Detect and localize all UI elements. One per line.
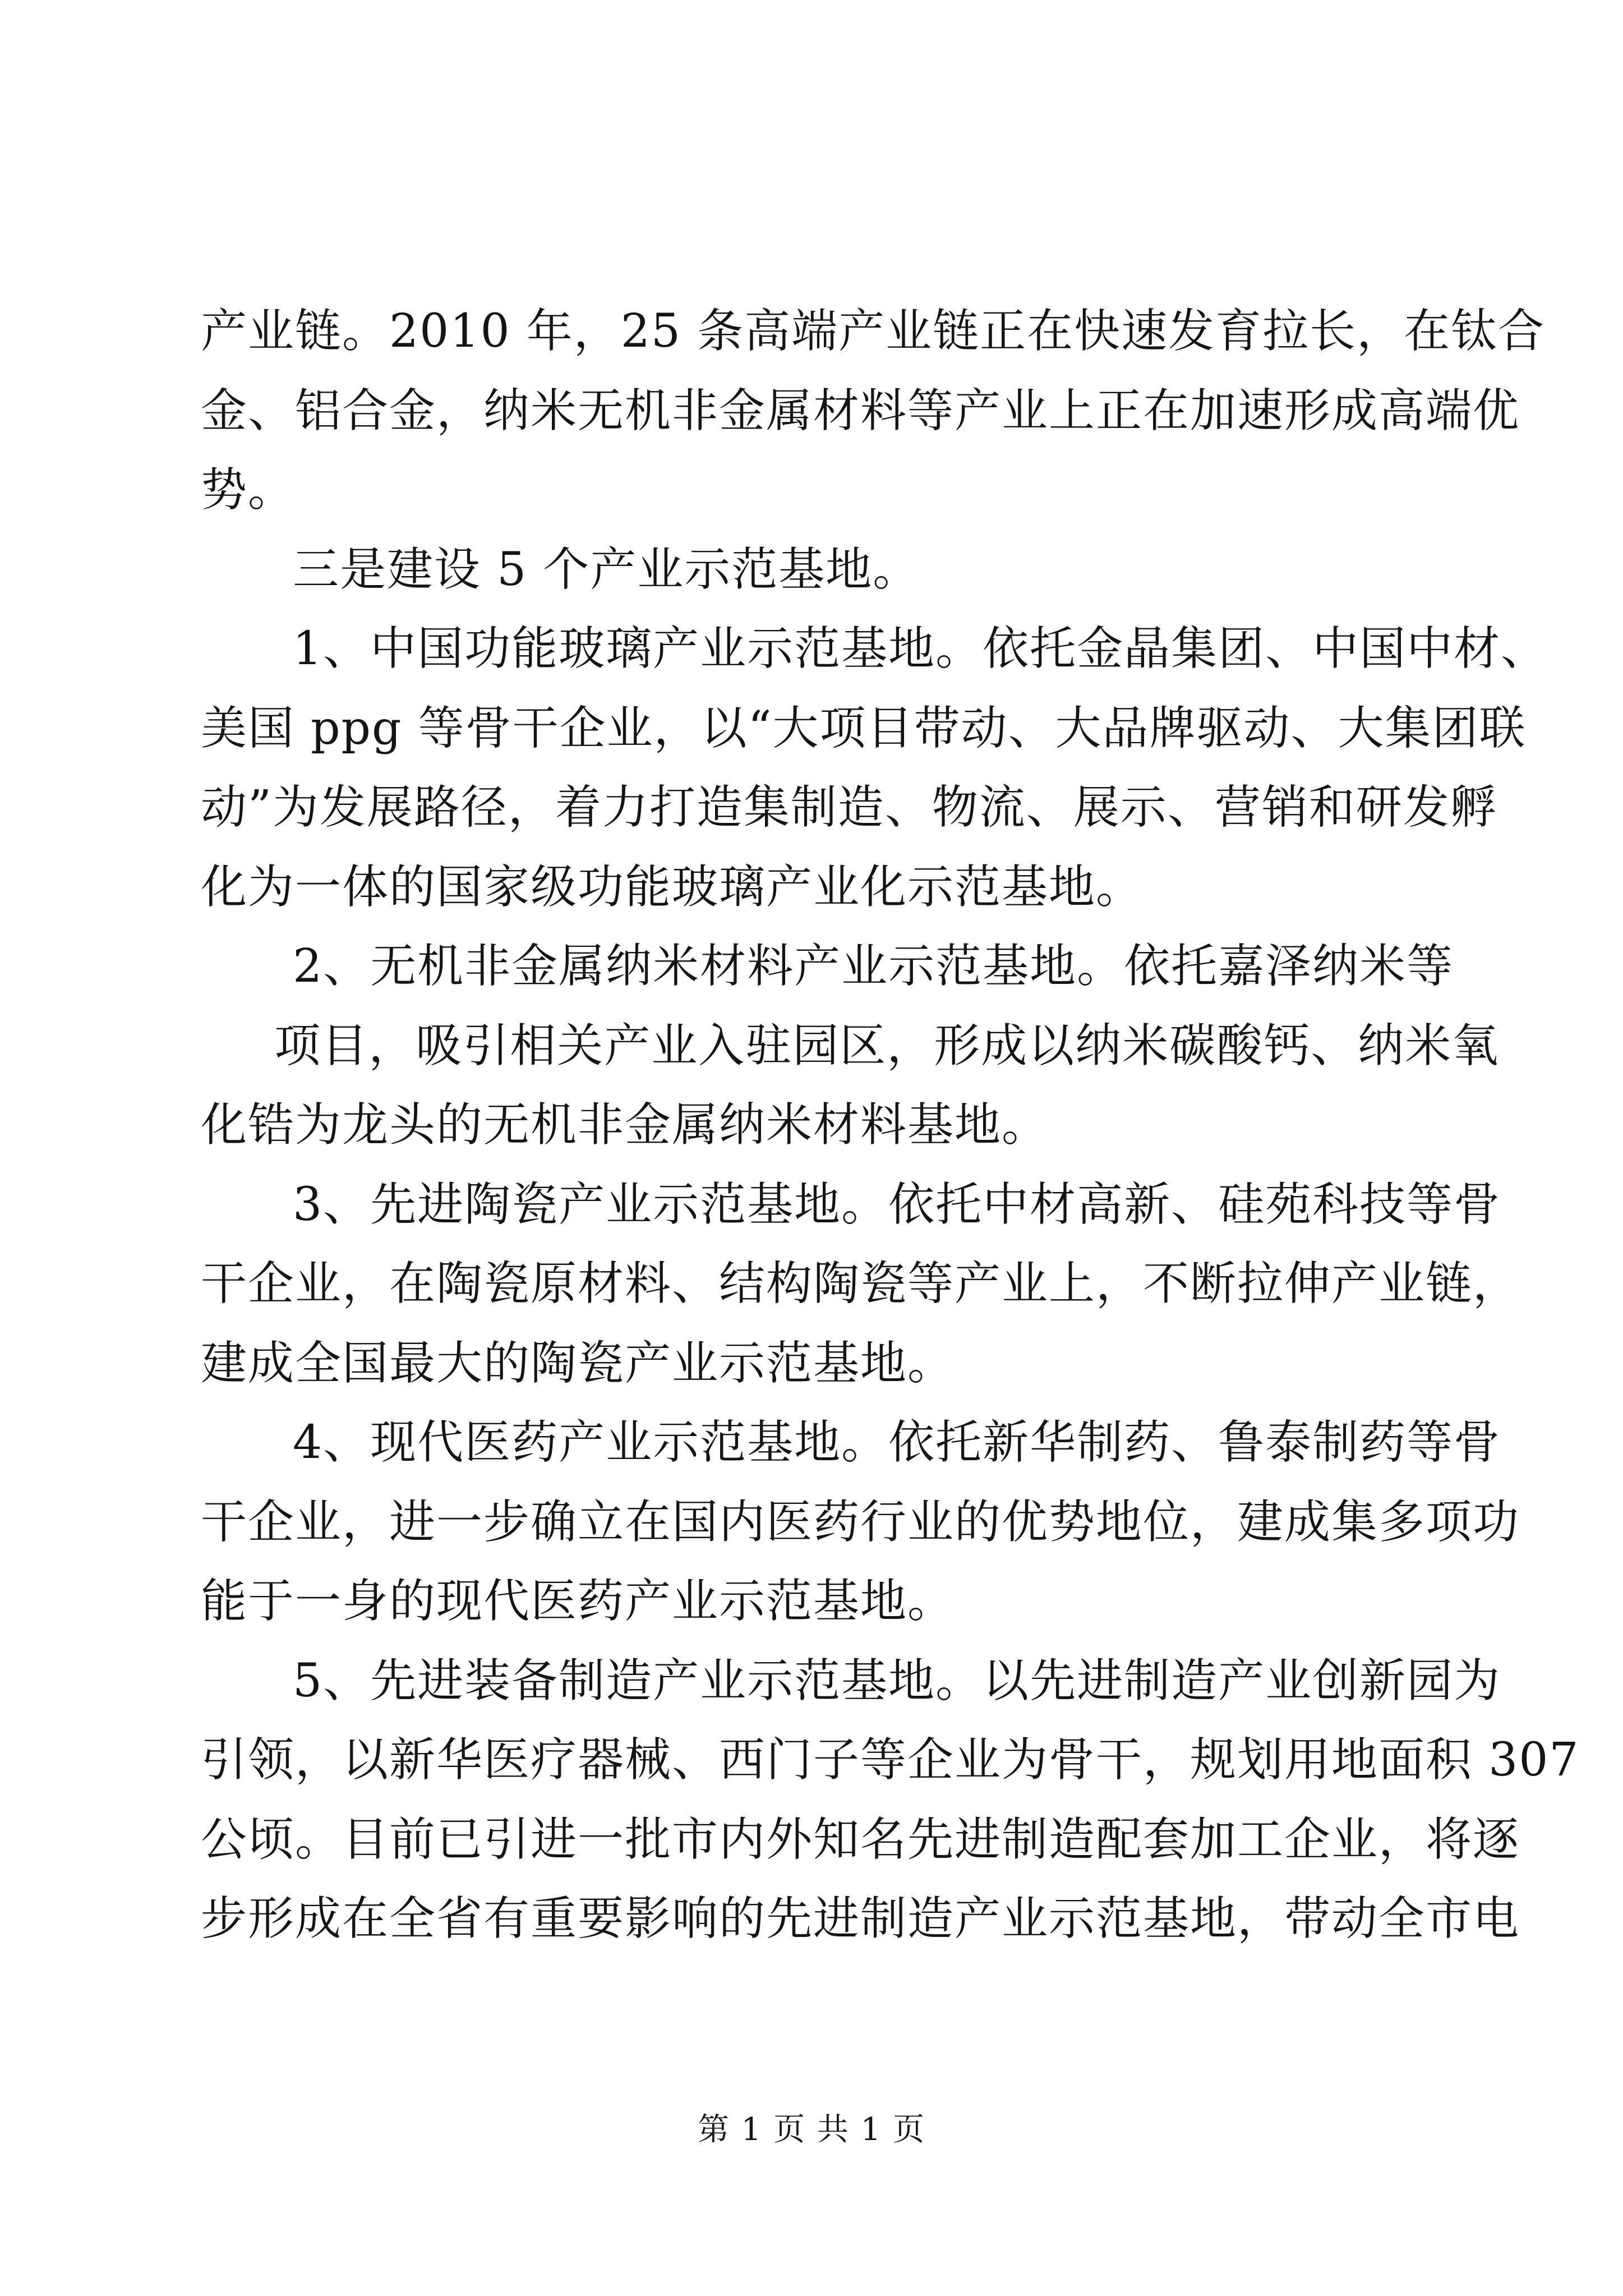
paragraph-pharma-base xyxy=(201,1403,1520,1641)
document-body xyxy=(201,292,1580,1959)
paragraph-ceramics-base xyxy=(201,1165,1520,1404)
text-line: 动”为发展路径，着力打造集制造、物流、展示、营销和研发孵 xyxy=(201,781,1497,834)
paragraph-equipment-base xyxy=(201,1641,1580,1959)
text-line: 化为一体的国家级功能玻璃产业化示范基地。 xyxy=(201,860,1144,914)
paragraph-industry-chain xyxy=(201,292,1546,530)
text-line: 三是建设 5 个产业示范基地。 xyxy=(293,542,920,596)
text-line: 1、中国功能玻璃产业示范基地。依托金晶集团、中国中材、 xyxy=(293,622,1548,675)
text-line: 5、先进装备制造产业示范基地。以先进制造产业创新园为 xyxy=(293,1654,1501,1708)
text-line: 干企业，进一步确立在国内医药行业的优势地位，建成集多项功 xyxy=(201,1495,1520,1549)
text-line: 引领，以新华医疗器械、西门子等企业为骨干，规划用地面积 307 xyxy=(201,1733,1580,1787)
text-line: 3、先进陶瓷产业示范基地。依托中材高新、硅苑科技等骨 xyxy=(293,1177,1501,1231)
text-line: 干企业，在陶瓷原材料、结构陶瓷等产业上，不断拉伸产业链， xyxy=(201,1257,1520,1310)
text-line: 能于一身的现代医药产业示范基地。 xyxy=(201,1575,955,1628)
text-line: 化锆为龙头的无机非金属纳米材料基地。 xyxy=(201,1098,1049,1152)
text-line: 金、铝合金，纳米无机非金属材料等产业上正在加速形成高端优 xyxy=(201,384,1520,438)
text-line: 项目，吸引相关产业入驻园区，形成以纳米碳酸钙、纳米氧 xyxy=(274,1019,1500,1073)
text-line: 步形成在全省有重要影响的先进制造产业示范基地，带动全市电 xyxy=(201,1892,1520,1945)
paragraph-glass-base xyxy=(201,609,1548,927)
paragraph-nano-base xyxy=(201,927,1500,1165)
text-line: 美国 ppg 等骨干企业，以“大项目带动、大品牌驱动、大集团联 xyxy=(201,701,1527,755)
text-line: 公顷。目前已引进一批市内外知名先进制造配套加工企业，将逐 xyxy=(201,1812,1520,1866)
text-line: 2、无机非金属纳米材料产业示范基地。依托嘉泽纳米等 xyxy=(293,940,1454,993)
text-line: 建成全国最大的陶瓷产业示范基地。 xyxy=(201,1336,955,1390)
text-line: 4、现代医药产业示范基地。依托新华制药、鲁泰制药等骨 xyxy=(293,1416,1501,1469)
paragraph-five-bases-heading xyxy=(201,530,1423,610)
page-number-footer: 第 1 页 共 1 页 xyxy=(697,2111,926,2148)
text-line: 势。 xyxy=(201,463,296,517)
text-line: 产业链。2010 年，25 条高端产业链正在快速发育拉长，在钛合 xyxy=(201,305,1546,358)
